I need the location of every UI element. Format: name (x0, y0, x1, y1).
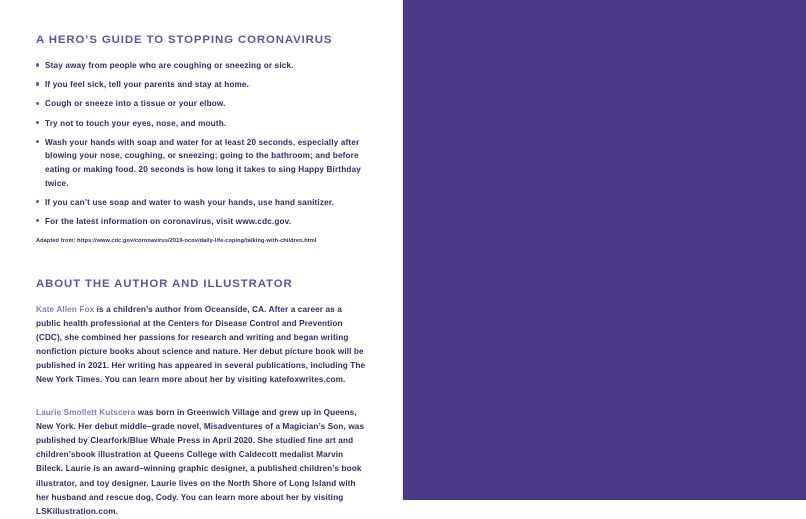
list-item (36, 196, 366, 210)
tip-text: If you can’t use soap and water to wash your hands, use hand sanitizer. (45, 197, 335, 207)
bullet-icon (36, 82, 39, 85)
bullet-icon (36, 219, 39, 222)
list-item (36, 215, 366, 229)
bullet-icon (36, 140, 39, 143)
left-page (0, 0, 402, 516)
guide-section-heading: A HERO’S GUIDE TO STOPPING CORONAVIRUS (36, 34, 333, 46)
bullet-icon (36, 200, 39, 203)
tip-text: If you feel sick, tell your parents and stay at home. (45, 80, 250, 90)
right-page-purple-panel (403, 0, 806, 500)
tip-text: For the latest information on coronavirus, visit www.cdc.gov. (45, 216, 292, 226)
illustrator-bio-text: was born in Greenwich Village and grew up in Queens, New York. Her debut middle–grade novel, Misadventures of a Magician’s Son, was published by Clearfork/Blue Whale Press in April 2020. She studied fine art and children’sbook illustration at Queens College with Caldecott medalist Marvin Bileck. Laurie is an award–winning graphic designer, a published children’s book illustrator, and toy designer. Laurie lives on the North Shore of Long Island with her husband and rescue dog, Cody. You can learn more about her by visiting LSKillustration.com. (36, 408, 365, 516)
author-bio (36, 303, 366, 388)
bullet-icon (36, 102, 39, 105)
tip-text: Stay away from people who are coughing or sneezing or sick. (45, 61, 294, 70)
illustrator-name: Laurie Smollett Kutscera (36, 408, 136, 418)
tips-list (36, 59, 366, 229)
bullet-icon (36, 63, 39, 66)
list-item (36, 117, 366, 131)
illustrator-bio (36, 406, 366, 519)
bullet-icon (36, 121, 39, 124)
tip-text: Cough or sneeze into a tissue or your elbow. (45, 99, 226, 109)
tip-text: Try not to touch your eyes, nose, and mouth. (45, 118, 227, 128)
author-name: Kate Allen Fox (36, 304, 95, 314)
list-item (36, 97, 366, 111)
tip-text: Wash your hands with soap and water for at least 20 seconds, especially after blowing your nose, coughing, or sneezing; going to the bathroom; and before eating or making food. 20 seconds is how long it takes to sing Happy Birthday twice. (45, 137, 361, 188)
about-section-heading: ABOUT THE AUTHOR AND ILLUSTRATOR (36, 277, 293, 290)
list-item (36, 136, 366, 190)
author-bio-text: is a children’s author from Oceanside, CA. After a career as a public health professional at the Centers for Disease Control and Prevention (CDC), she combined her passions for research and writing and began writing nonfiction picture books about science and nature. Her debut picture book will be published in 2021. Her writing has appeared in several publications, including The New York Times. You can learn more about her by visiting katefoxwrites.com. (36, 304, 366, 384)
source-attribution: Adapted from: https://www.cdc.gov/coronavirus/2019-ncov/daily-life-coping/talking-with-children.html (36, 237, 317, 244)
list-item (36, 78, 366, 92)
list-item (36, 59, 366, 73)
